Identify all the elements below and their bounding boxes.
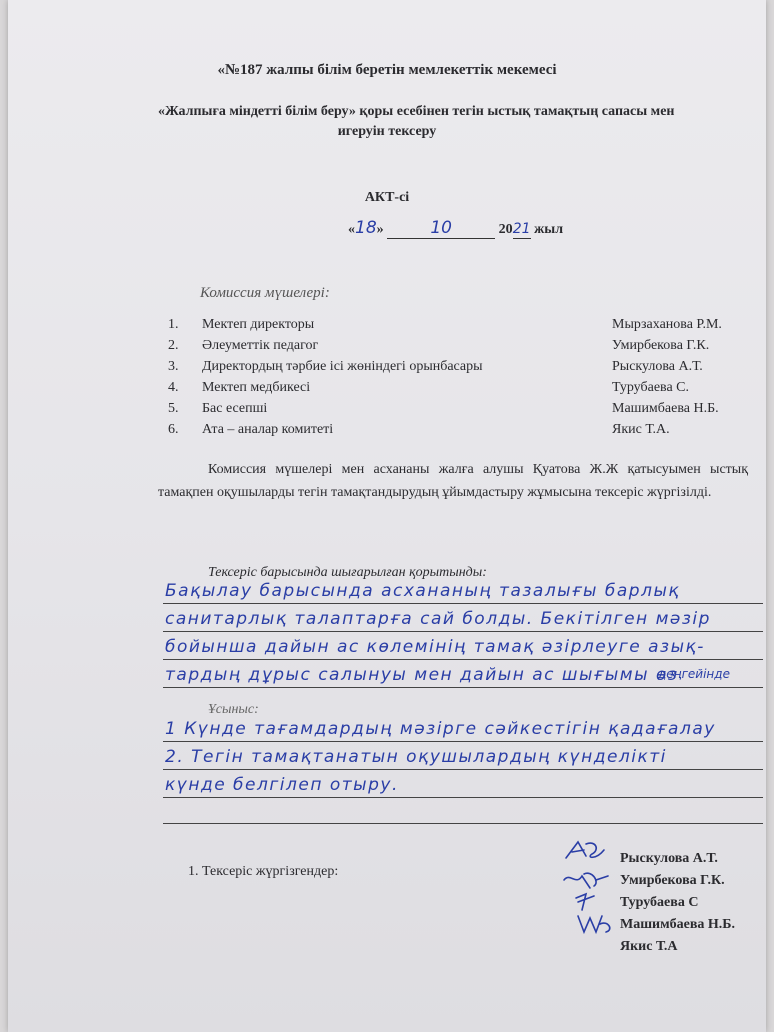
date-close-quote: » — [376, 222, 384, 237]
member-name: Якис Т.А. — [612, 422, 670, 437]
commission-members-list — [168, 317, 748, 443]
signature-1 — [566, 842, 604, 858]
member-number: 5. — [168, 401, 179, 416]
handwritten-text: бойынша дайын ас көлемінің тамақ әзірлеуге азық- — [165, 637, 705, 657]
commission-label: Комиссия мүшелері: — [200, 285, 330, 301]
signature-4 — [578, 916, 610, 932]
member-name: Машимбаева Н.Б. — [612, 401, 719, 416]
date-open-quote: « — [348, 222, 355, 237]
member-row — [168, 359, 748, 380]
member-role: Ата – аналар комитеті — [202, 422, 334, 437]
member-number: 6. — [168, 422, 179, 437]
findings-line — [163, 632, 763, 660]
member-row — [168, 338, 748, 359]
member-row — [168, 422, 748, 443]
findings-line — [163, 604, 763, 632]
handwritten-text: Бақылау барысында асхананың тазалығы барлық — [165, 581, 681, 601]
member-role: Әлеуметтік педагог — [202, 338, 319, 353]
handwritten-text: 1 Күнде тағамдардың мәзірге сәйкестігін қадағалау — [165, 719, 716, 739]
member-row — [168, 380, 748, 401]
act-subtitle-line2: игеруін тексеру — [337, 124, 437, 139]
proposal-line-empty — [163, 796, 763, 824]
proposal-line — [163, 770, 763, 798]
checker-name: Якис Т.А — [620, 939, 678, 954]
date-year-word: жыл — [534, 222, 564, 237]
findings-tail: деңгейінде — [658, 667, 730, 681]
act-date — [348, 218, 563, 239]
date-month: 10 — [430, 218, 452, 238]
checker-name: Турубаева С — [620, 895, 699, 910]
handwritten-text: тардың дұрыс салынуы мен дайын ас шығымы өз — [165, 665, 679, 685]
date-day: 18 — [355, 218, 377, 238]
signatures-image — [556, 836, 626, 946]
intro-paragraph: Комиссия мүшелері мен асхананы жалға алушы Қуатова Ж.Ж қатысуымен ыстық тамақпен оқушыларды тегін тамақтандырудың ұйымдастыру жұмысына тексеріс жүргізілді. — [158, 462, 748, 500]
handwritten-text: 2. Тегін тамақтанатын оқушылардың күнделікті — [165, 747, 667, 767]
member-row — [168, 317, 748, 338]
member-name: Рыскулова А.Т. — [612, 359, 703, 374]
checker-name: Машимбаева Н.Б. — [620, 917, 736, 932]
proposal-line — [163, 742, 763, 770]
member-name: Турубаева С. — [612, 380, 690, 395]
checkers-names — [620, 848, 735, 958]
proposal-line — [163, 714, 763, 742]
handwritten-text: күнде белгілеп отыру. — [165, 775, 399, 795]
checker-name: Умирбекова Г.К. — [620, 873, 725, 888]
handwritten-text: санитарлық талаптарға сай болды. Бекітілген мәзір — [165, 609, 711, 629]
act-subtitle-line1: «Жалпыға міндетті білім беру» қоры есебінен тегін ыстық тамақтың сапасы мен — [158, 104, 675, 119]
act-title: АКТ-сі — [364, 190, 410, 205]
member-role: Бас есепші — [202, 401, 268, 416]
checker-name: Рыскулова А.Т. — [620, 851, 718, 866]
findings-label: Тексеріс барысында шығарылған қорытынды: — [208, 565, 487, 580]
member-role: Мектеп директоры — [202, 317, 315, 332]
findings-line — [163, 576, 763, 604]
date-year-prefix: 20 — [498, 222, 513, 237]
document-page — [8, 0, 766, 1032]
signature-2 — [564, 873, 608, 888]
member-number: 4. — [168, 380, 179, 395]
member-number: 2. — [168, 338, 179, 353]
member-number: 3. — [168, 359, 179, 374]
school-title: «№187 жалпы білім беретін мемлекеттік мекемесі — [217, 62, 557, 78]
member-name: Мырзаханова Р.М. — [612, 317, 722, 332]
member-role: Мектеп медбикесі — [202, 380, 311, 395]
member-row — [168, 401, 748, 422]
date-year-suffix: 21 — [512, 221, 531, 237]
signature-3 — [576, 894, 594, 910]
checkers-label: 1. Тексеріс жүргізгендер: — [188, 864, 339, 879]
member-role: Директордың тәрбие ісі жөніндегі орынбасары — [202, 359, 483, 374]
member-name: Умирбекова Г.К. — [612, 338, 710, 353]
proposal-label: Ұсыныс: — [208, 702, 259, 717]
member-number: 1. — [168, 317, 179, 332]
